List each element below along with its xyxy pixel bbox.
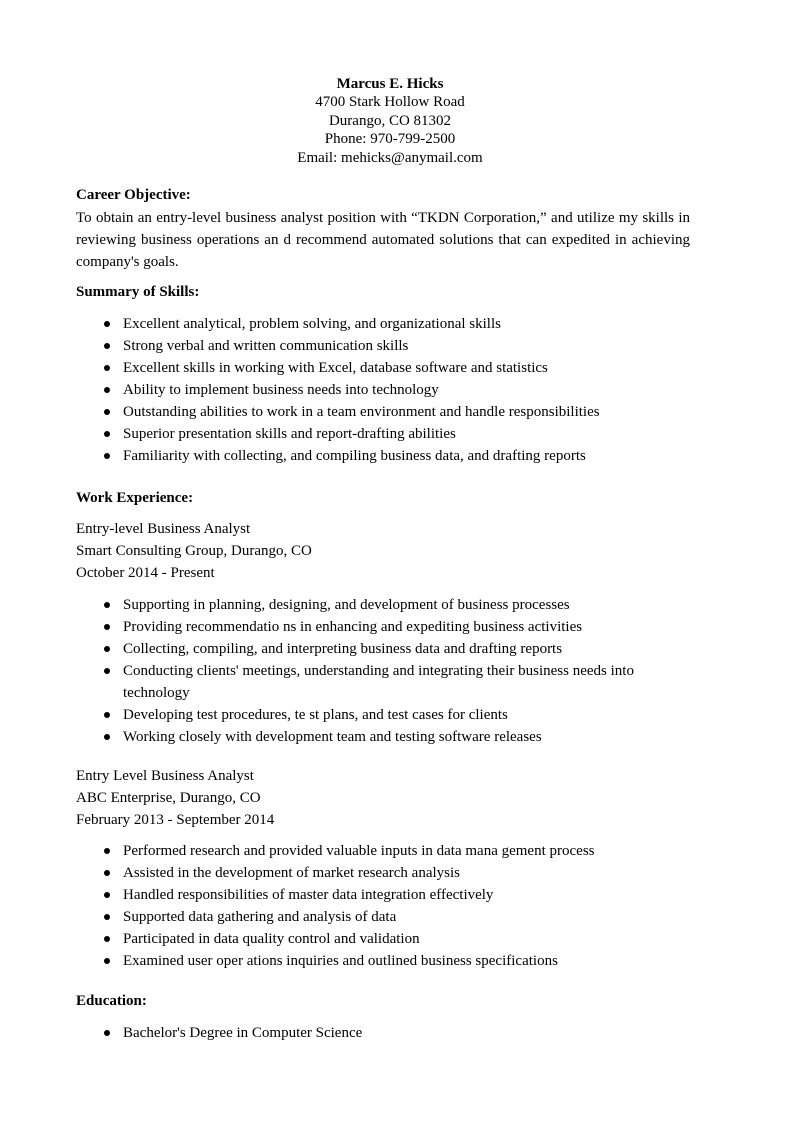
bullet-icon (104, 668, 110, 674)
list-item: Examined user oper ations inquiries and outlined business specifications (0, 950, 700, 972)
list-item: Strong verbal and written communication skills (0, 335, 700, 357)
bullet-icon (104, 431, 110, 437)
contact-header (0, 75, 780, 167)
list-item: Outstanding abilities to work in a team environment and handle responsibilities (0, 401, 700, 423)
list-item: Performed research and provided valuable inputs in data mana gement process (0, 840, 700, 862)
job-2-dates: February 2013 - September 2014 (76, 812, 275, 828)
bullet-icon (104, 453, 110, 459)
bullet-icon (104, 848, 110, 854)
list-item: Bachelor's Degree in Computer Science (0, 1022, 700, 1044)
job-2-company: ABC Enterprise, Durango, CO (76, 790, 261, 806)
bullet-icon (104, 646, 110, 652)
list-item: Participated in data quality control and validation (0, 928, 700, 950)
list-item: Supported data gathering and analysis of data (0, 906, 700, 928)
job-1-role: Entry-level Business Analyst (76, 521, 251, 537)
list-item: Handled responsibilities of master data integration effectively (0, 884, 700, 906)
list-item: Assisted in the development of market research analysis (0, 862, 700, 884)
list-item: Collecting, compiling, and interpreting business data and drafting reports (0, 638, 700, 660)
bullet-icon (104, 936, 110, 942)
list-item: Supporting in planning, designing, and development of business processes (0, 594, 700, 616)
address-line-1: 4700 Stark Hollow Road (315, 94, 465, 111)
bullet-icon (104, 892, 110, 898)
list-item: Superior presentation skills and report-drafting abilities (0, 423, 700, 445)
list-item: Familiarity with collecting, and compiling business data, and drafting reports (0, 445, 700, 467)
email-line: Email: mehicks@anymail.com (297, 149, 483, 166)
bullet-icon (104, 734, 110, 740)
job-2-duties (0, 840, 700, 972)
bullet-icon (104, 343, 110, 349)
bullet-icon (104, 602, 110, 608)
education-list (0, 1022, 700, 1044)
bullet-icon (104, 409, 110, 415)
list-item: Conducting clients' meetings, understanding and integrating their business needs into technology (0, 660, 700, 704)
bullet-icon (104, 870, 110, 876)
experience-heading: Work Experience: (76, 490, 194, 506)
list-item: Excellent skills in working with Excel, database software and statistics (0, 357, 700, 379)
job-2-role: Entry Level Business Analyst (76, 768, 254, 784)
address-line-2: Durango, CO 81302 (328, 112, 452, 129)
list-item: Excellent analytical, problem solving, and organizational skills (0, 313, 700, 335)
job-1-company: Smart Consulting Group, Durango, CO (76, 543, 312, 559)
list-item: Developing test procedures, te st plans, and test cases for clients (0, 704, 700, 726)
education-heading: Education: (76, 993, 147, 1009)
bullet-icon (104, 958, 110, 964)
skills-heading: Summary of Skills: (76, 284, 200, 300)
candidate-name: Marcus E. Hicks (336, 76, 444, 92)
skills-list (0, 313, 700, 467)
bullet-icon (104, 624, 110, 630)
objective-heading: Career Objective: (76, 187, 191, 203)
bullet-icon (104, 365, 110, 371)
list-item: Ability to implement business needs into technology (0, 379, 700, 401)
job-1-duties (0, 594, 700, 748)
objective-text: To obtain an entry-level business analyst position with “TKDN Corporation,” and utilize my skills in reviewing business operations an d recommend automated solutions that can expedited in achieving company's goals. (76, 210, 690, 270)
job-1-dates: October 2014 - Present (76, 565, 215, 581)
bullet-icon (104, 712, 110, 718)
bullet-icon (104, 914, 110, 920)
list-item: Providing recommendatio ns in enhancing and expediting business activities (0, 616, 700, 638)
list-item: Working closely with development team and testing software releases (0, 726, 700, 748)
bullet-icon (104, 321, 110, 327)
bullet-icon (104, 387, 110, 393)
phone-line: Phone: 970-799-2500 (324, 131, 456, 148)
bullet-icon (104, 1030, 110, 1036)
